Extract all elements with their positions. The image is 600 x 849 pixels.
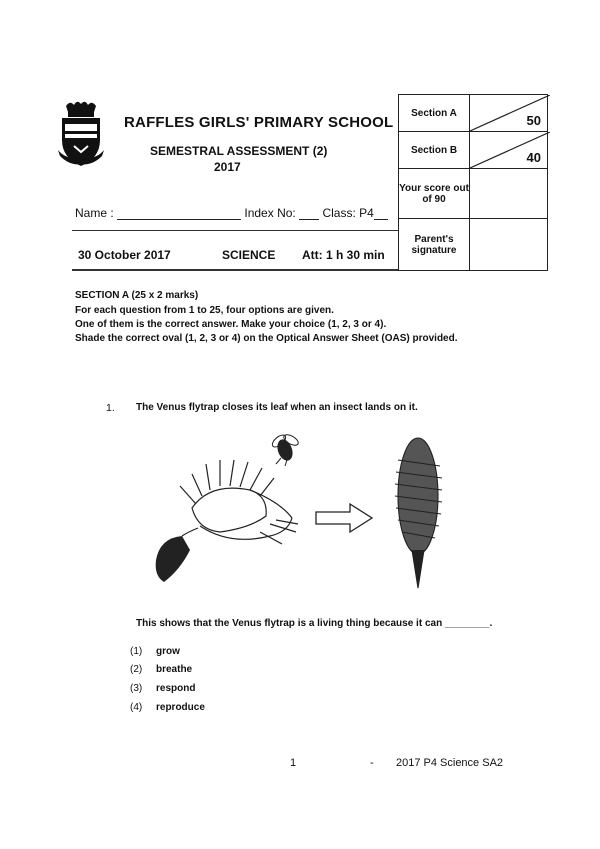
exam-subject: SCIENCE bbox=[222, 248, 276, 262]
your-score-label: Your score out of 90 bbox=[399, 169, 470, 219]
venus-flytrap-illustration bbox=[150, 420, 470, 600]
option-3-text: respond bbox=[156, 683, 196, 694]
exam-date: 30 October 2017 bbox=[78, 248, 171, 262]
question-number: 1. bbox=[106, 402, 115, 414]
school-name: RAFFLES GIRLS' PRIMARY SCHOOL bbox=[124, 114, 394, 131]
option-1-number: (1) bbox=[130, 646, 143, 657]
header-divider-bottom bbox=[72, 269, 398, 271]
parent-signature-label: Parent's signature bbox=[399, 219, 470, 271]
page-number: 1 bbox=[290, 757, 297, 769]
insect-bee bbox=[270, 433, 300, 466]
option-2-number: (2) bbox=[130, 664, 143, 675]
flytrap-stem bbox=[156, 536, 190, 582]
your-score-cell bbox=[470, 169, 548, 219]
option-3-number: (3) bbox=[130, 683, 143, 694]
student-details-row bbox=[75, 206, 388, 220]
section-a-heading: SECTION A (25 x 2 marks) bbox=[75, 290, 199, 301]
section-b-max: 40 bbox=[526, 150, 541, 165]
section-a-max: 50 bbox=[526, 113, 541, 128]
class-blank bbox=[374, 207, 388, 220]
header-divider-top bbox=[72, 230, 398, 231]
question-stem: This shows that the Venus flytrap is a living thing because it can ________. bbox=[136, 618, 493, 629]
section-a-cell bbox=[470, 95, 548, 132]
option-1-text: grow bbox=[156, 646, 180, 657]
option-2-text: breathe bbox=[156, 664, 193, 675]
exam-duration: Att: 1 h 30 min bbox=[302, 248, 385, 262]
index-blank bbox=[299, 207, 319, 220]
instruction-line-1: For each question from 1 to 25, four options are given. bbox=[75, 305, 334, 316]
name-label: Name : bbox=[75, 206, 114, 220]
footer-separator: - bbox=[370, 757, 374, 769]
section-b-cell bbox=[470, 132, 548, 169]
assessment-title: SEMESTRAL ASSESSMENT (2) bbox=[150, 144, 328, 158]
transition-arrow bbox=[316, 504, 372, 532]
closed-flytrap bbox=[395, 438, 442, 588]
school-crest-logo bbox=[56, 100, 106, 172]
class-label: Class: P4 bbox=[322, 206, 374, 220]
parent-signature-cell bbox=[470, 219, 548, 271]
open-flytrap bbox=[180, 460, 298, 544]
option-4-text: reproduce bbox=[156, 702, 205, 713]
question-text: The Venus flytrap closes its leaf when an insect lands on it. bbox=[136, 402, 418, 413]
assessment-year: 2017 bbox=[214, 160, 241, 174]
option-4-number: (4) bbox=[130, 702, 143, 713]
instruction-line-2: One of them is the correct answer. Make your choice (1, 2, 3 or 4). bbox=[75, 319, 387, 330]
index-label: Index No: bbox=[244, 206, 296, 220]
paper-code: 2017 P4 Science SA2 bbox=[396, 757, 504, 769]
score-box bbox=[398, 94, 548, 271]
section-b-label: Section B bbox=[399, 132, 470, 169]
section-a-label: Section A bbox=[399, 95, 470, 132]
name-blank bbox=[117, 207, 241, 220]
instruction-line-3: Shade the correct oval (1, 2, 3 or 4) on the Optical Answer Sheet (OAS) provided. bbox=[75, 333, 458, 344]
